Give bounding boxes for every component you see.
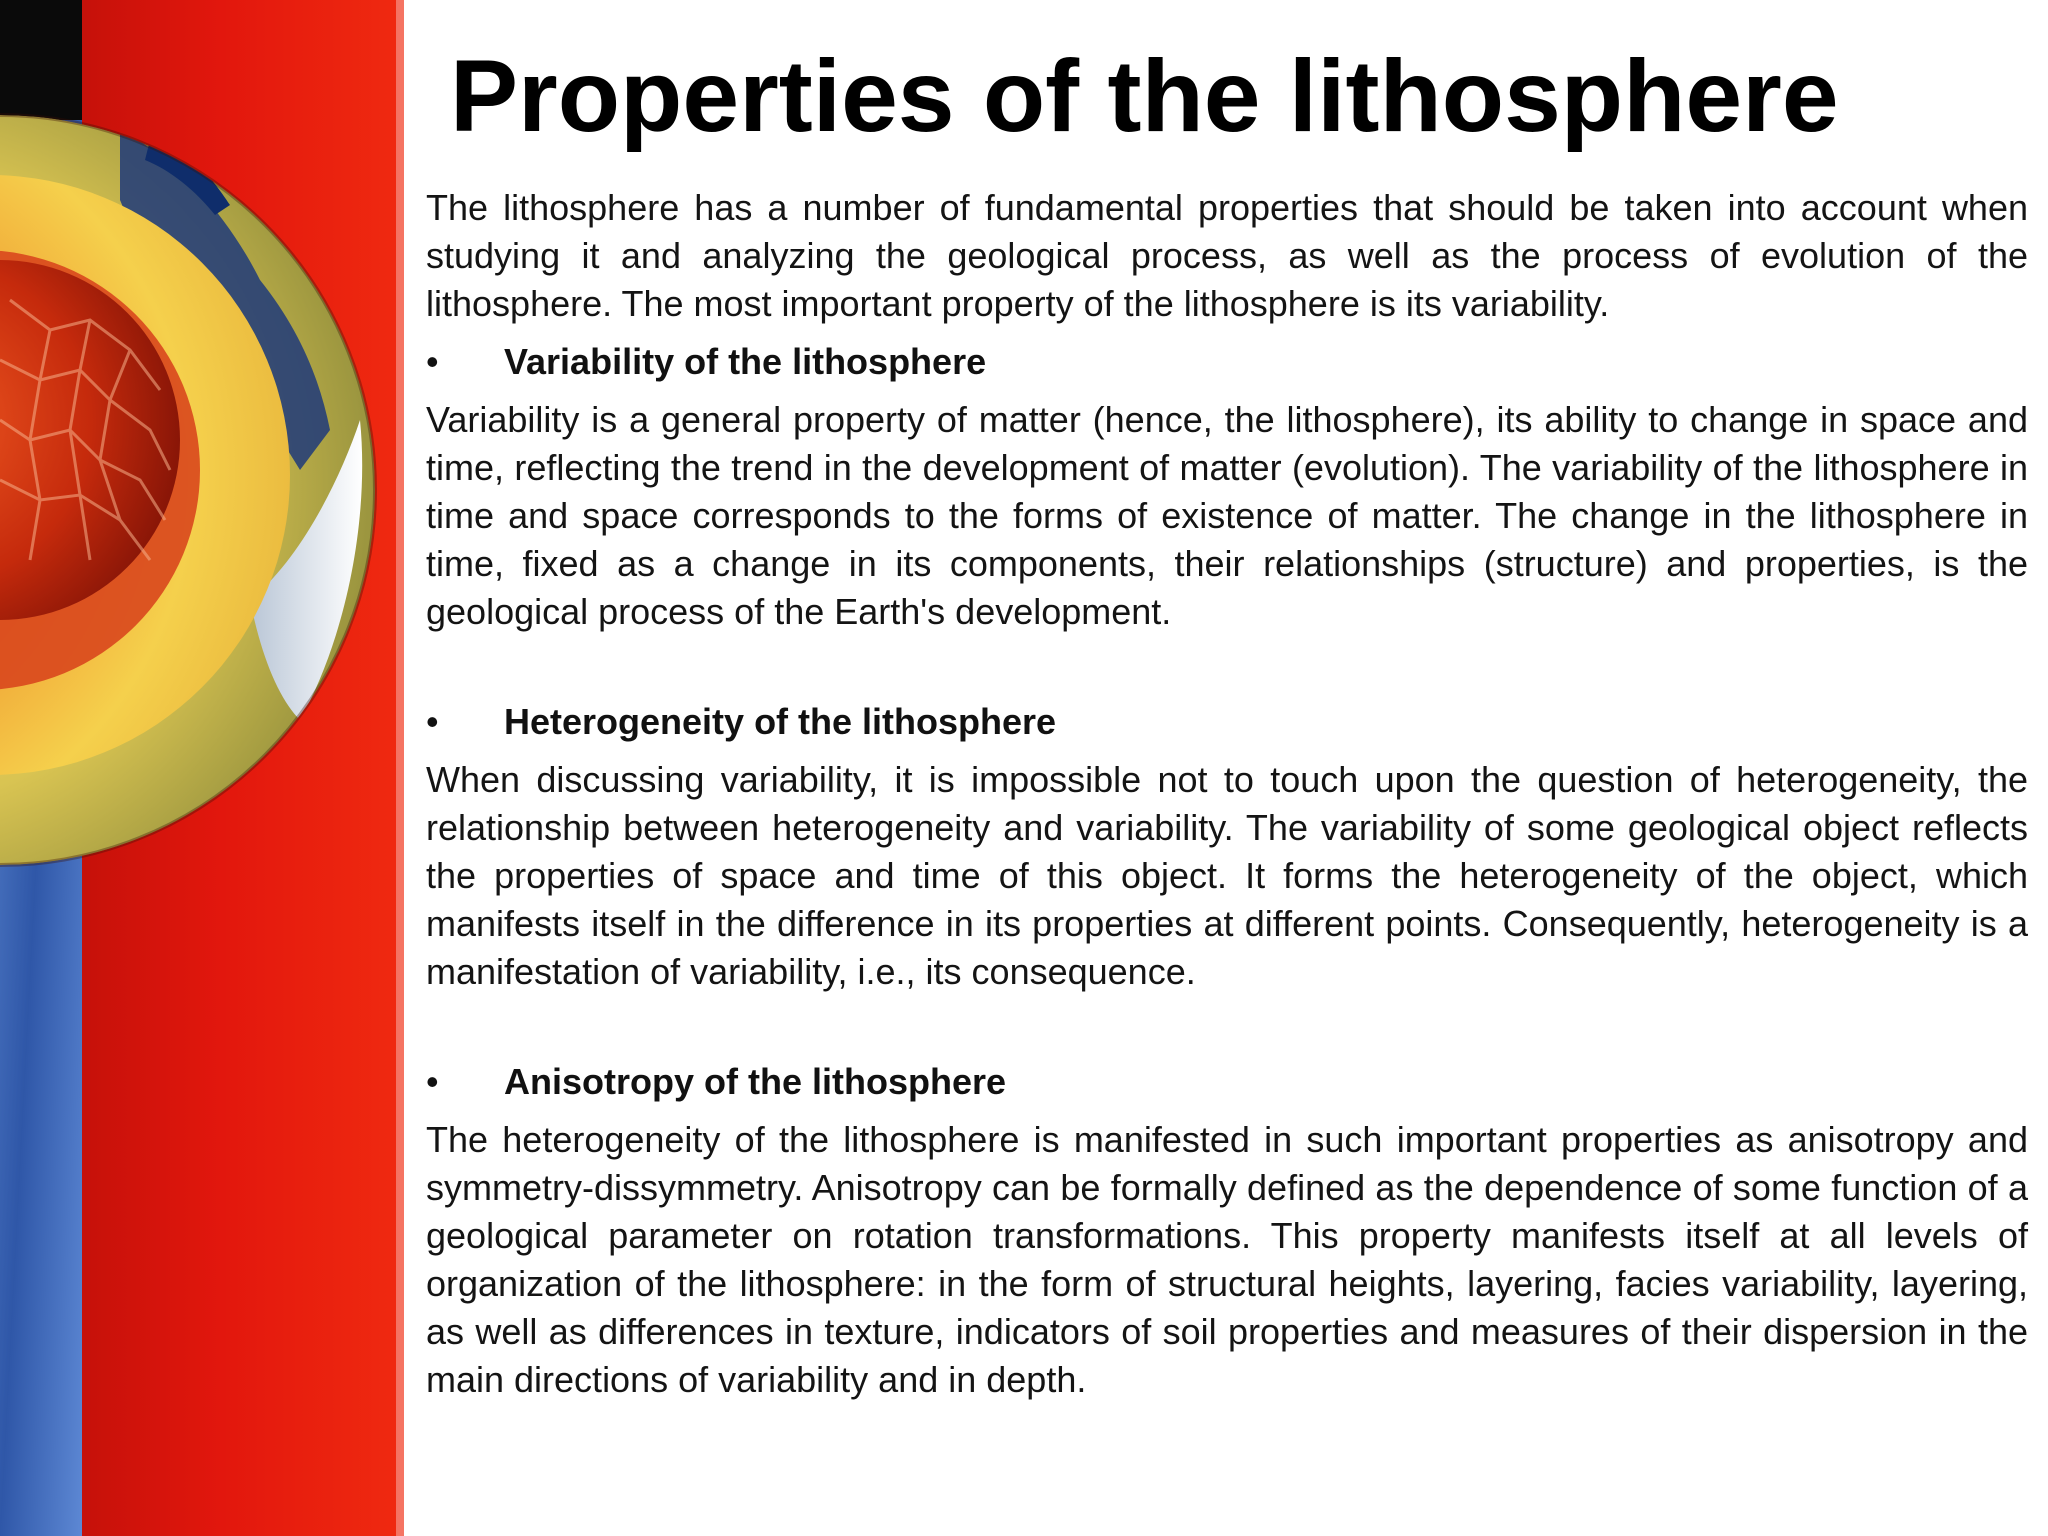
bullet-marker: • [426,701,439,742]
earth-cutaway-icon [0,0,404,1536]
bullet-marker: • [426,341,439,382]
section-heading-anisotropy [426,1058,2028,1106]
section-heading-text: Anisotropy of the lithosphere [504,1061,1007,1102]
section-paragraph-heterogeneity: When discussing variability, it is impossible not to touch upon the question of heterogeneity, the relationship between heterogeneity and variability. The variability of some geological object reflects the properties of space and time of this object. It forms the heterogeneity of the object, which manifests itself in the difference in its properties at different points. Consequently, heterogeneity is a manifestation of variability, i.e., its consequence. [426,759,2028,992]
section-spacer [426,636,2028,698]
page-title: Properties of the lithosphere [450,39,1839,153]
earth-decoration [0,0,404,1536]
section-paragraph-variability: Variability is a general property of matter (hence, the lithosphere), its ability to change in space and time, reflecting the trend in the development of matter (evolution). The variability of the lithosphere in time and space corresponds to the forms of existence of matter. The change in the lithosphere in time, fixed as a change in its components, their relationships (structure) and properties, is the geological process of the Earth's development. [426,399,2028,632]
section-spacer [426,996,2028,1058]
section-paragraph-anisotropy: The heterogeneity of the lithosphere is manifested in such important properties as anisotropy and symmetry-dissymmetry. Anisotropy can be formally defined as the dependence of some function of a geological parameter on rotation transformations. This property manifests itself at all levels of organization of the lithosphere: in the form of structural heights, layering, facies variability, layering, as well as differences in texture, indicators of soil properties and measures of their dispersion in the main directions of variability and in depth. [426,1119,2028,1400]
intro-paragraph: The lithosphere has a number of fundamental properties that should be taken into account when studying it and analyzing the geological process, as well as the process of evolution of the lithosphere. The most important property of the lithosphere is its variability. [426,187,2028,324]
section-heading-text: Heterogeneity of the lithosphere [504,701,1057,742]
slide-body [426,184,2028,1404]
section-heading-text: Variability of the lithosphere [504,341,987,382]
section-heading-heterogeneity [426,698,2028,746]
bullet-marker: • [426,1061,439,1102]
section-heading-variability [426,338,2028,386]
